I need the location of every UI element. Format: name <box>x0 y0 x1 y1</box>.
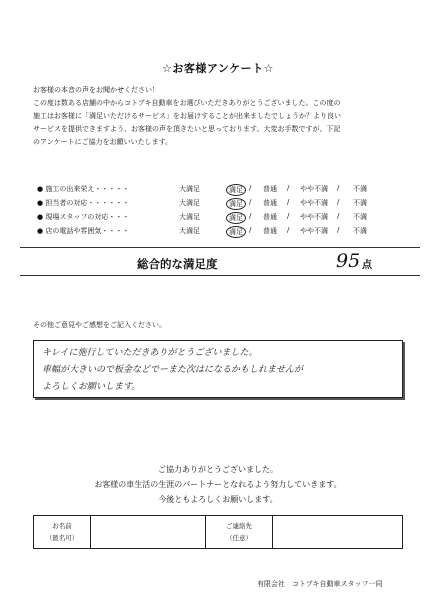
comment-line-2: 車幅が大きいので板金などでーまた次はになるかもしれませんが <box>42 365 304 375</box>
overall-satisfaction-label: 総合的な満足度 <box>137 257 218 271</box>
divider-bottom <box>20 275 420 276</box>
closing-line-2: お客様の車生活の生涯のパートナーとなれるよう努力していきます。 <box>94 480 342 489</box>
name-field[interactable] <box>91 516 206 549</box>
contact-note: （任意） <box>226 534 252 542</box>
rating-dissatisfied[interactable]: 不満 <box>353 199 367 207</box>
rating-somewhat-dissatisfied[interactable]: やや不満 <box>300 213 328 221</box>
contact-form <box>33 515 403 549</box>
name-label: お名前 <box>52 522 72 530</box>
contact-label: ご連絡先 <box>226 522 252 530</box>
rating-neutral[interactable]: 普通 <box>263 185 277 193</box>
contact-field[interactable] <box>273 516 403 549</box>
rating-dissatisfied[interactable]: 不満 <box>353 227 367 235</box>
rating-dissatisfied[interactable]: 不満 <box>353 213 367 221</box>
rating-satisfied-selected[interactable]: 満足 <box>226 226 246 238</box>
comment-line-3: よろしくお願いします。 <box>42 382 141 392</box>
survey-row: ● 担当者の対応・・・・・・ 大満足 満足 / 普通 / やや不満 / 不満 <box>37 198 367 208</box>
survey-item-label: ● 店の電話や雰囲気・・・・ <box>37 227 130 235</box>
intro-line-4: サービスを提供できますよう、お客様の声を頂きたいと思っております。大変お手数ですが、下記 <box>33 125 341 133</box>
rating-very-satisfied[interactable]: 大満足 <box>179 213 200 221</box>
name-label-cell <box>34 516 91 549</box>
intro-line-1: お客様の本音の声をお聞かせください！ <box>33 86 159 94</box>
rating-somewhat-dissatisfied[interactable]: やや不満 <box>300 185 328 193</box>
intro-line-2: この度は数ある店舗の中からコトブキ自動車をお選びいただきありがとうございました。この度の <box>33 99 341 107</box>
rating-very-satisfied[interactable]: 大満足 <box>179 227 200 235</box>
opinion-label: その他ご意見やご感想をご記入ください。 <box>33 321 166 329</box>
rating-dissatisfied[interactable]: 不満 <box>353 185 367 193</box>
divider-top <box>20 247 420 248</box>
company-signature: 有限会社 コトブキ自動車スタッフ一同 <box>257 580 383 588</box>
rating-neutral[interactable]: 普通 <box>263 227 277 235</box>
name-note: （匿名可） <box>45 534 79 542</box>
closing-line-3: 今後ともよろしくお願いします。 <box>158 495 278 504</box>
contact-label-cell <box>206 516 273 549</box>
rating-satisfied-selected[interactable]: 満足 <box>226 184 246 196</box>
overall-score[interactable]: 95 <box>336 250 361 272</box>
comment-line-1: キレイに施行していただきありがとうございました。 <box>42 348 258 358</box>
rating-satisfied-selected[interactable]: 満足 <box>226 198 246 210</box>
rating-very-satisfied[interactable]: 大満足 <box>179 199 200 207</box>
closing-line-1: ご協力ありがとうございました。 <box>158 465 278 474</box>
comment-box[interactable] <box>33 340 403 398</box>
survey-item-label: ● 現場スタッフの対応・・・ <box>37 213 130 221</box>
rating-neutral[interactable]: 普通 <box>263 199 277 207</box>
rating-very-satisfied[interactable]: 大満足 <box>179 185 200 193</box>
page-title: ☆お客様アンケート☆ <box>161 62 275 75</box>
intro-line-3: 施工はお客様に「満足いただけるサービス」をお届けすることが出来ましたでしょうか？より良い <box>33 112 341 120</box>
survey-item-label: ● 担当者の対応・・・・・・ <box>37 199 130 207</box>
survey-item-label: ● 施工の出来栄え・・・・・ <box>37 185 130 193</box>
score-unit: 点 <box>362 260 372 271</box>
rating-neutral[interactable]: 普通 <box>263 213 277 221</box>
survey-row: ● 店の電話や雰囲気・・・・ 大満足 満足 / 普通 / やや不満 / 不満 <box>37 226 367 236</box>
survey-row: ● 施工の出来栄え・・・・・ 大満足 満足 / 普通 / やや不満 / 不満 <box>37 184 367 194</box>
rating-somewhat-dissatisfied[interactable]: やや不満 <box>300 227 328 235</box>
intro-line-5: のアンケートにご協力をお願いいたします。 <box>33 138 173 146</box>
survey-row: ● 現場スタッフの対応・・・ 大満足 満足 / 普通 / やや不満 / 不満 <box>37 212 367 222</box>
rating-satisfied-selected[interactable]: 満足 <box>226 212 246 224</box>
rating-somewhat-dissatisfied[interactable]: やや不満 <box>300 199 328 207</box>
